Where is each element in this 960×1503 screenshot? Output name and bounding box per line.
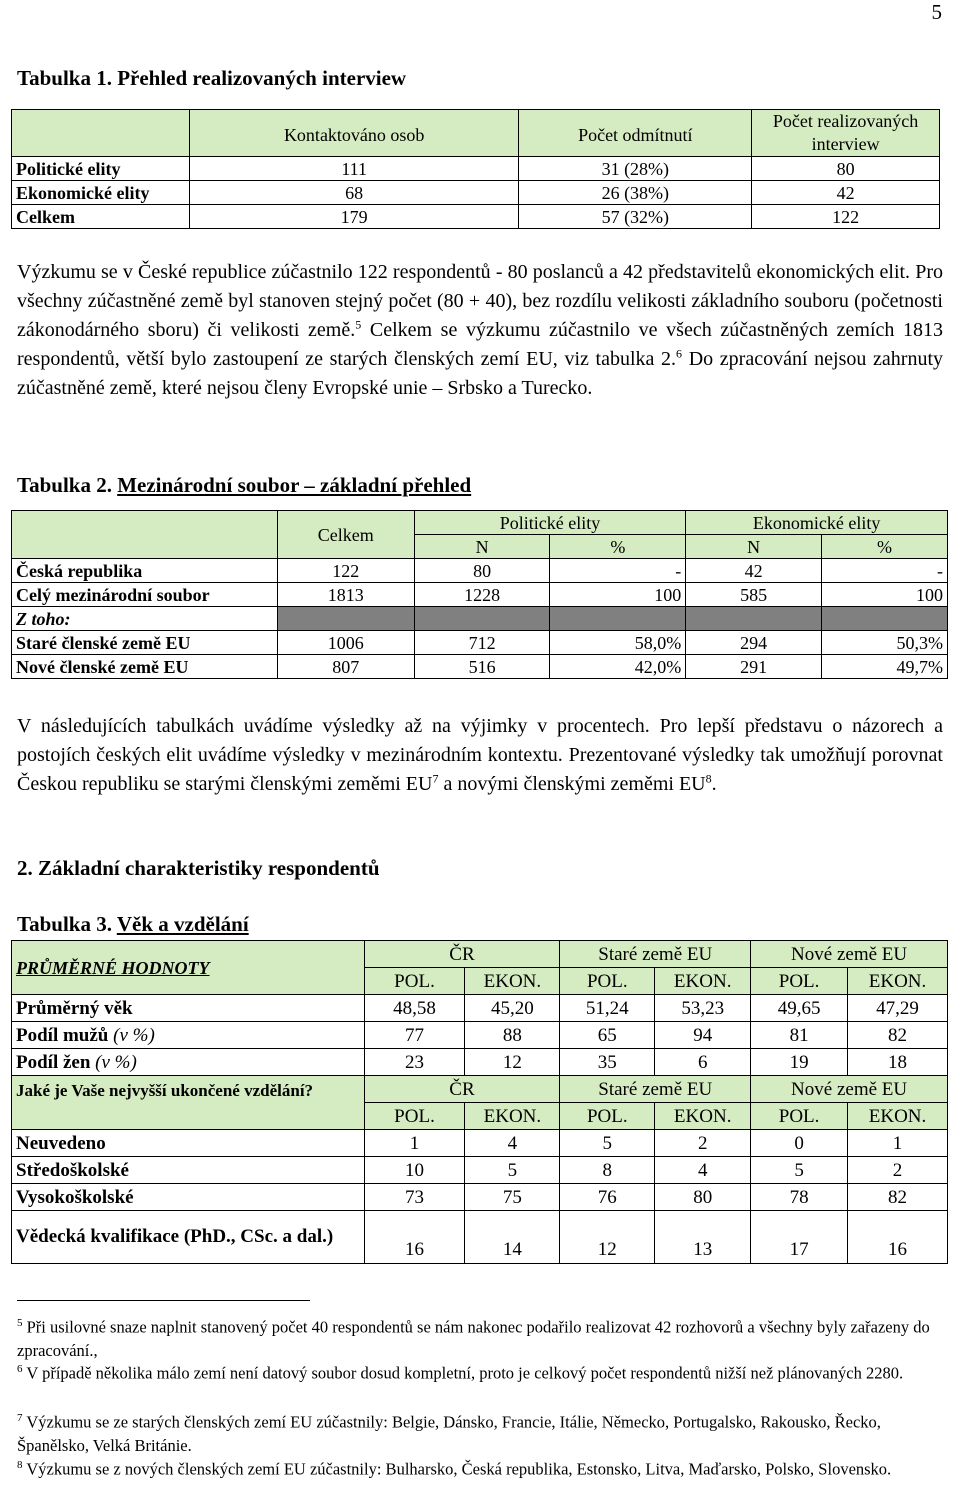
row-label [12, 1022, 365, 1049]
cell: 47,29 [848, 995, 948, 1022]
cell: 57 (32%) [519, 205, 752, 229]
row-label: Politické elity [12, 157, 190, 181]
table1 [11, 109, 940, 229]
row-label-text: Podíl žen [16, 1051, 91, 1073]
subheader-pol: POL. [751, 968, 848, 995]
table-row [12, 1211, 948, 1264]
row-label: Ekonomické elity [12, 181, 190, 205]
footnote-7 [17, 1407, 943, 1457]
footnote-ref-5[interactable]: 5 [355, 317, 362, 332]
group-new-eu: Nové země EU [751, 941, 948, 968]
row-label [12, 1049, 365, 1076]
footnote-number: 7 [17, 1412, 23, 1424]
cell: - [822, 559, 948, 583]
row-label: Nové členské země EU [12, 655, 278, 679]
table3 [11, 940, 948, 1264]
cell: 81 [751, 1022, 848, 1049]
footnote-separator [17, 1300, 310, 1301]
subheader-ekon: EKON. [655, 968, 751, 995]
table-row [12, 1184, 948, 1211]
subheader-ekon: EKON. [848, 968, 948, 995]
cell: 122 [752, 205, 940, 229]
group-old-eu: Staré země EU [560, 1076, 751, 1103]
cell: 2 [848, 1157, 948, 1184]
footnote-5 [17, 1312, 943, 1362]
subheader-percent: % [822, 535, 948, 559]
cell: 53,23 [655, 995, 751, 1022]
cell: 75 [465, 1184, 560, 1211]
cell: 18 [848, 1049, 948, 1076]
subheader-ekon: EKON. [848, 1103, 948, 1130]
row-label: Celkem [12, 205, 190, 229]
gray-cell [686, 607, 822, 631]
cell: 65 [560, 1022, 655, 1049]
gray-cell [277, 607, 414, 631]
cell: 77 [364, 1022, 465, 1049]
cell: 5 [751, 1157, 848, 1184]
paragraph-2-text-c: . [711, 773, 717, 795]
row-label: Neuvedeno [12, 1130, 365, 1157]
subheader-pol: POL. [364, 968, 465, 995]
cell: 58,0% [550, 631, 686, 655]
cell: 12 [465, 1049, 560, 1076]
table-row [12, 583, 948, 607]
paragraph-1-text-b: Celkem se výzkumu zúčastnilo ve všech zúčastněných zemích 1813 respondentů, větší bylo zastoupení ze starých členských zemí EU, viz tabulka 2. [17, 319, 944, 370]
cell: 16 [364, 1211, 465, 1264]
cell: 111 [189, 157, 519, 181]
footnote-text: Výzkumu se ze starých členských zemí EU zúčastnily: Belgie, Dánsko, Francie, Itálie, Německo, Portugalsko, Rakousko, Řecko, Španělsko, Velká Británie. [17, 1412, 881, 1455]
row-label: Průměrný věk [12, 995, 365, 1022]
table3-group-row-2 [12, 1076, 948, 1103]
footnote-number: 5 [17, 1317, 23, 1329]
subheader-pol: POL. [364, 1103, 465, 1130]
row-label: Středoškolské [12, 1157, 365, 1184]
subheader-ekon: EKON. [465, 968, 560, 995]
cell: 49,7% [822, 655, 948, 679]
row-label-text: Podíl mužů [16, 1024, 109, 1046]
subheader-ekon: EKON. [655, 1103, 751, 1130]
gray-cell [414, 607, 550, 631]
cell: - [550, 559, 686, 583]
footnote-ref-8[interactable]: 8 [705, 771, 712, 786]
subheader-pol: POL. [751, 1103, 848, 1130]
cell: 82 [848, 1022, 948, 1049]
paragraph-2-text-a: V následujících tabulkách uvádíme výsledky až na výjimky v procentech. Pro lepší představu o názorech a postojích českých elit uvádíme výsledky v mezinárodním kontextu. Prezentované výsledky tak umožňují porovnat Českou republiku se starými členskými zeměmi EU [17, 715, 943, 795]
table-row [12, 205, 940, 229]
table1-header-realized: Počet realizovaných interview [752, 110, 940, 157]
table1-corner [12, 110, 190, 157]
cell: 100 [822, 583, 948, 607]
table2-corner [12, 511, 278, 559]
footnote-ref-7[interactable]: 7 [432, 771, 439, 786]
footnote-number: 6 [17, 1363, 23, 1375]
cell: 1006 [277, 631, 414, 655]
cell: 516 [414, 655, 550, 679]
cell: 94 [655, 1022, 751, 1049]
table-row [12, 1022, 948, 1049]
cell: 14 [465, 1211, 560, 1264]
table-row [12, 655, 948, 679]
subheader-percent: % [550, 535, 686, 559]
gray-cell [550, 607, 686, 631]
cell: 4 [655, 1157, 751, 1184]
subheader-pol: POL. [560, 1103, 655, 1130]
cell: 1 [364, 1130, 465, 1157]
row-label: Vědecká kvalifikace (PhD., CSc. a dal.) [12, 1211, 365, 1264]
footnote-text: V případě několika málo zemí není datový soubor dosud kompletní, proto je celkový počet respondentů nižší než plánovaných 2280. [26, 1363, 904, 1383]
section-heading: 2. Základní charakteristiky respondentů [17, 856, 380, 880]
page-number: 5 [931, 0, 942, 24]
cell: 42 [686, 559, 822, 583]
cell: 88 [465, 1022, 560, 1049]
table1-header-contacted: Kontaktováno osob [189, 110, 519, 157]
paragraph-1-text-c: Do zpracování nejsou zahrnuty zúčastněné země, které nejsou členy Evropské unie – Srbsko a Turecko. [17, 348, 944, 399]
cell: 19 [751, 1049, 848, 1076]
cell: 68 [189, 181, 519, 205]
row-label: Staré členské země EU [12, 631, 278, 655]
cell: 179 [189, 205, 519, 229]
cell: 48,58 [364, 995, 465, 1022]
table-row [12, 1157, 948, 1184]
subheader-pol: POL. [560, 968, 655, 995]
paragraph-1-text-a: Výzkumu se v České republice zúčastnilo 122 respondentů - 80 poslanců a 42 představitelů ekonomických elit. Pro všechny zúčastněné země byl stanoven stejný počet (80 + 40), bez rozdílu velikosti základního souboru (početnosti zákonodárného sboru) či velikosti země. [17, 261, 943, 341]
subheader-ekon: EKON. [465, 1103, 560, 1130]
cell: 78 [751, 1184, 848, 1211]
table2-caption-prefix: Tabulka 2. [17, 473, 112, 497]
paragraph-2-text-b: a novými členskými zeměmi EU [443, 773, 706, 795]
footnote-8 [17, 1454, 943, 1481]
table2-header-row [12, 511, 948, 535]
cell: 291 [686, 655, 822, 679]
cell: 45,20 [465, 995, 560, 1022]
table2-header-total: Celkem [277, 511, 414, 559]
row-label-unit: (v %) [95, 1051, 137, 1073]
table3-caption [17, 912, 249, 937]
cell: 16 [848, 1211, 948, 1264]
footnote-text: Při usilovné snaze naplnit stanovený počet 40 respondentů se nám nakonec podařilo realizovat 42 rozhovorů a všechny byly zařazeny do zpracování., [17, 1317, 930, 1360]
table2-header-economic: Ekonomické elity [686, 511, 948, 535]
row-label: Celý mezinárodní soubor [12, 583, 278, 607]
cell: 49,65 [751, 995, 848, 1022]
cell: 294 [686, 631, 822, 655]
table-row [12, 995, 948, 1022]
cell: 35 [560, 1049, 655, 1076]
cell: 1228 [414, 583, 550, 607]
cell: 10 [364, 1157, 465, 1184]
footnote-ref-6[interactable]: 6 [676, 346, 683, 361]
table-row [12, 1130, 948, 1157]
cell: 31 (28%) [519, 157, 752, 181]
footnote-number: 8 [17, 1459, 23, 1471]
subset-label: Z toho: [12, 607, 278, 631]
table2-header-political: Politické elity [414, 511, 686, 535]
table-row [12, 631, 948, 655]
cell: 80 [655, 1184, 751, 1211]
cell: 76 [560, 1184, 655, 1211]
cell: 42,0% [550, 655, 686, 679]
row-label: Česká republika [12, 559, 278, 583]
table1-header-refusals: Počet odmítnutí [519, 110, 752, 157]
table2-caption-title: Mezinárodní soubor – základní přehled [117, 473, 472, 497]
cell: 2 [655, 1130, 751, 1157]
cell: 12 [560, 1211, 655, 1264]
group-new-eu: Nové země EU [751, 1076, 948, 1103]
cell: 712 [414, 631, 550, 655]
table3-caption-title: Věk a vzdělání [116, 912, 249, 936]
table-row [12, 559, 948, 583]
cell: 73 [364, 1184, 465, 1211]
cell: 82 [848, 1184, 948, 1211]
cell: 17 [751, 1211, 848, 1264]
cell: 42 [752, 181, 940, 205]
cell: 13 [655, 1211, 751, 1264]
footnote-6 [17, 1358, 943, 1385]
table-row [12, 181, 940, 205]
table1-header-row [12, 110, 940, 157]
cell: 5 [465, 1157, 560, 1184]
cell: 50,3% [822, 631, 948, 655]
table2 [11, 510, 948, 679]
cell: 0 [751, 1130, 848, 1157]
group-cr: ČR [364, 941, 560, 968]
table-row [12, 157, 940, 181]
cell: 585 [686, 583, 822, 607]
table-row-subset [12, 607, 948, 631]
table3-block2-label: Jaké je Vaše nejvyšší ukončené vzdělání? [12, 1076, 365, 1130]
table3-block1-label: PRŮMĚRNÉ HODNOTY [12, 941, 365, 995]
cell: 23 [364, 1049, 465, 1076]
cell: 122 [277, 559, 414, 583]
row-label: Vysokoškolské [12, 1184, 365, 1211]
cell: 8 [560, 1157, 655, 1184]
paragraph-1 [17, 258, 943, 403]
table3-caption-prefix: Tabulka 3. [17, 912, 112, 936]
cell: 26 (38%) [519, 181, 752, 205]
cell: 100 [550, 583, 686, 607]
table-row [12, 1049, 948, 1076]
cell: 1 [848, 1130, 948, 1157]
cell: 80 [752, 157, 940, 181]
subheader-n: N [414, 535, 550, 559]
cell: 6 [655, 1049, 751, 1076]
cell: 80 [414, 559, 550, 583]
cell: 1813 [277, 583, 414, 607]
footnote-text: Výzkumu se z nových členských zemí EU zúčastnily: Bulharsko, Česká republika, Estonsko, Litva, Maďarsko, Polsko, Slovensko. [26, 1459, 892, 1479]
group-cr: ČR [364, 1076, 560, 1103]
paragraph-2 [17, 712, 943, 799]
table3-group-row [12, 941, 948, 968]
group-old-eu: Staré země EU [560, 941, 751, 968]
subheader-n: N [686, 535, 822, 559]
cell: 51,24 [560, 995, 655, 1022]
cell: 5 [560, 1130, 655, 1157]
gray-cell [822, 607, 948, 631]
cell: 807 [277, 655, 414, 679]
table1-caption: Tabulka 1. Přehled realizovaných interview [17, 66, 407, 90]
row-label-unit: (v %) [113, 1024, 155, 1046]
cell: 4 [465, 1130, 560, 1157]
table2-caption [17, 473, 471, 498]
